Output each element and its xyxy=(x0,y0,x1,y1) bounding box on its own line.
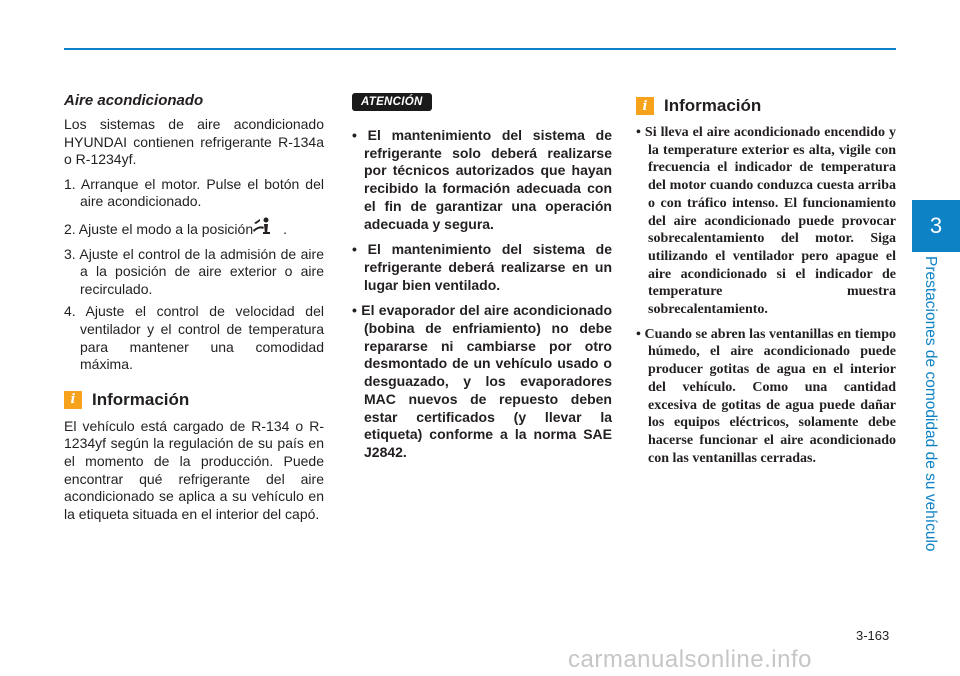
info-icon: i xyxy=(64,391,82,409)
column-1 xyxy=(64,92,324,523)
attention-list xyxy=(352,127,612,462)
info-header xyxy=(64,390,324,410)
step-4: 4. Ajuste el control de velocidad del ventilador y el control de temperatura para mantener una comodidad máxima. xyxy=(64,303,324,373)
chapter-tab xyxy=(912,200,960,252)
step-2-text: 2. Ajuste el modo a la posición xyxy=(64,220,254,237)
step-2-tail: . xyxy=(283,220,288,237)
info-title: Información xyxy=(92,389,190,409)
section-heading: Aire acondicionado xyxy=(64,92,204,109)
info-item: • Si lleva el aire acondicionado encendido y la temperature exterior es alta, vigile con frecuencia el indicador de temperatura del motor cuando conduzca cuesta arriba o con tráfico intenso. El funcionamiento del aire acondicionado puede provocar sobrecalentamiento del motor. Siga utilizando el ventilador pero apague el aire acondicionado si el indicador de temperature muestra sobrecalentamiento. xyxy=(636,125,896,318)
page-number: 3-163 xyxy=(856,628,890,643)
header-rule xyxy=(64,48,896,50)
step-3: 3. Ajuste el control de la admisión de aire a la posición de aire exterior o aire recirculado. xyxy=(64,245,324,297)
info-icon: i xyxy=(636,97,654,115)
attention-item: • El mantenimiento del sistema de refrigerante solo deberá realizarse por técnicos autorizados que hayan recibido la formación adecuada con el fin de garantizar una operación adecuada y segura. xyxy=(352,127,612,232)
info-title: Información xyxy=(664,96,762,115)
chapter-title: Prestaciones de comodidad de su vehículo xyxy=(922,256,939,552)
watermark: carmanualsonline.info xyxy=(568,646,812,673)
attention-badge: ATENCIÓN xyxy=(352,93,432,111)
info-paragraph: El vehículo está cargado de R-134 o R-1234yf según la regulación de su país en el momento de la producción. Puede encontrar qué refrigerante del aire acondicionado se aplica a su vehículo en la etiqueta situada en el interior del capó. xyxy=(64,417,324,522)
info-header xyxy=(636,96,896,116)
attention-item: • El evaporador del aire acondicionado (bobina de enfriamiento) no debe repararse ni cambiarse por otro desmontado de un vehículo usado o desguazado, y los evaporadores MAC nuevos de repuesto deben estar certificados (y llevar la etiqueta) conforme a la norma SAE J2842. xyxy=(352,302,612,460)
column-3 xyxy=(636,92,896,474)
intro-paragraph: Los sistemas de aire acondicionado HYUNDAI contienen refrigerante R-134a o R-1234yf. xyxy=(64,116,324,168)
steps-list xyxy=(64,176,324,374)
floor-defrost-mode-icon xyxy=(267,216,273,241)
attention-item: • El mantenimiento del sistema de refrigerante deberá realizarse en un lugar bien ventilado. xyxy=(352,241,612,293)
chapter-number: 3 xyxy=(929,213,943,238)
step-1: 1. Arranque el motor. Pulse el botón del aire acondicionado. xyxy=(64,175,324,210)
info-list xyxy=(636,124,896,467)
step-2 xyxy=(64,216,324,241)
info-item: • Cuando se abren las ventanillas en tiempo húmedo, el aire acondicionado puede producer gotitas de agua en el interior del vehículo. Como una cantidad excesiva de gotitas de agua puede dañar los equipos eléctricos, solamente debe hacerse funcionar el aire acondicionado con las ventanillas cerradas. xyxy=(636,326,896,466)
column-2 xyxy=(352,92,612,470)
